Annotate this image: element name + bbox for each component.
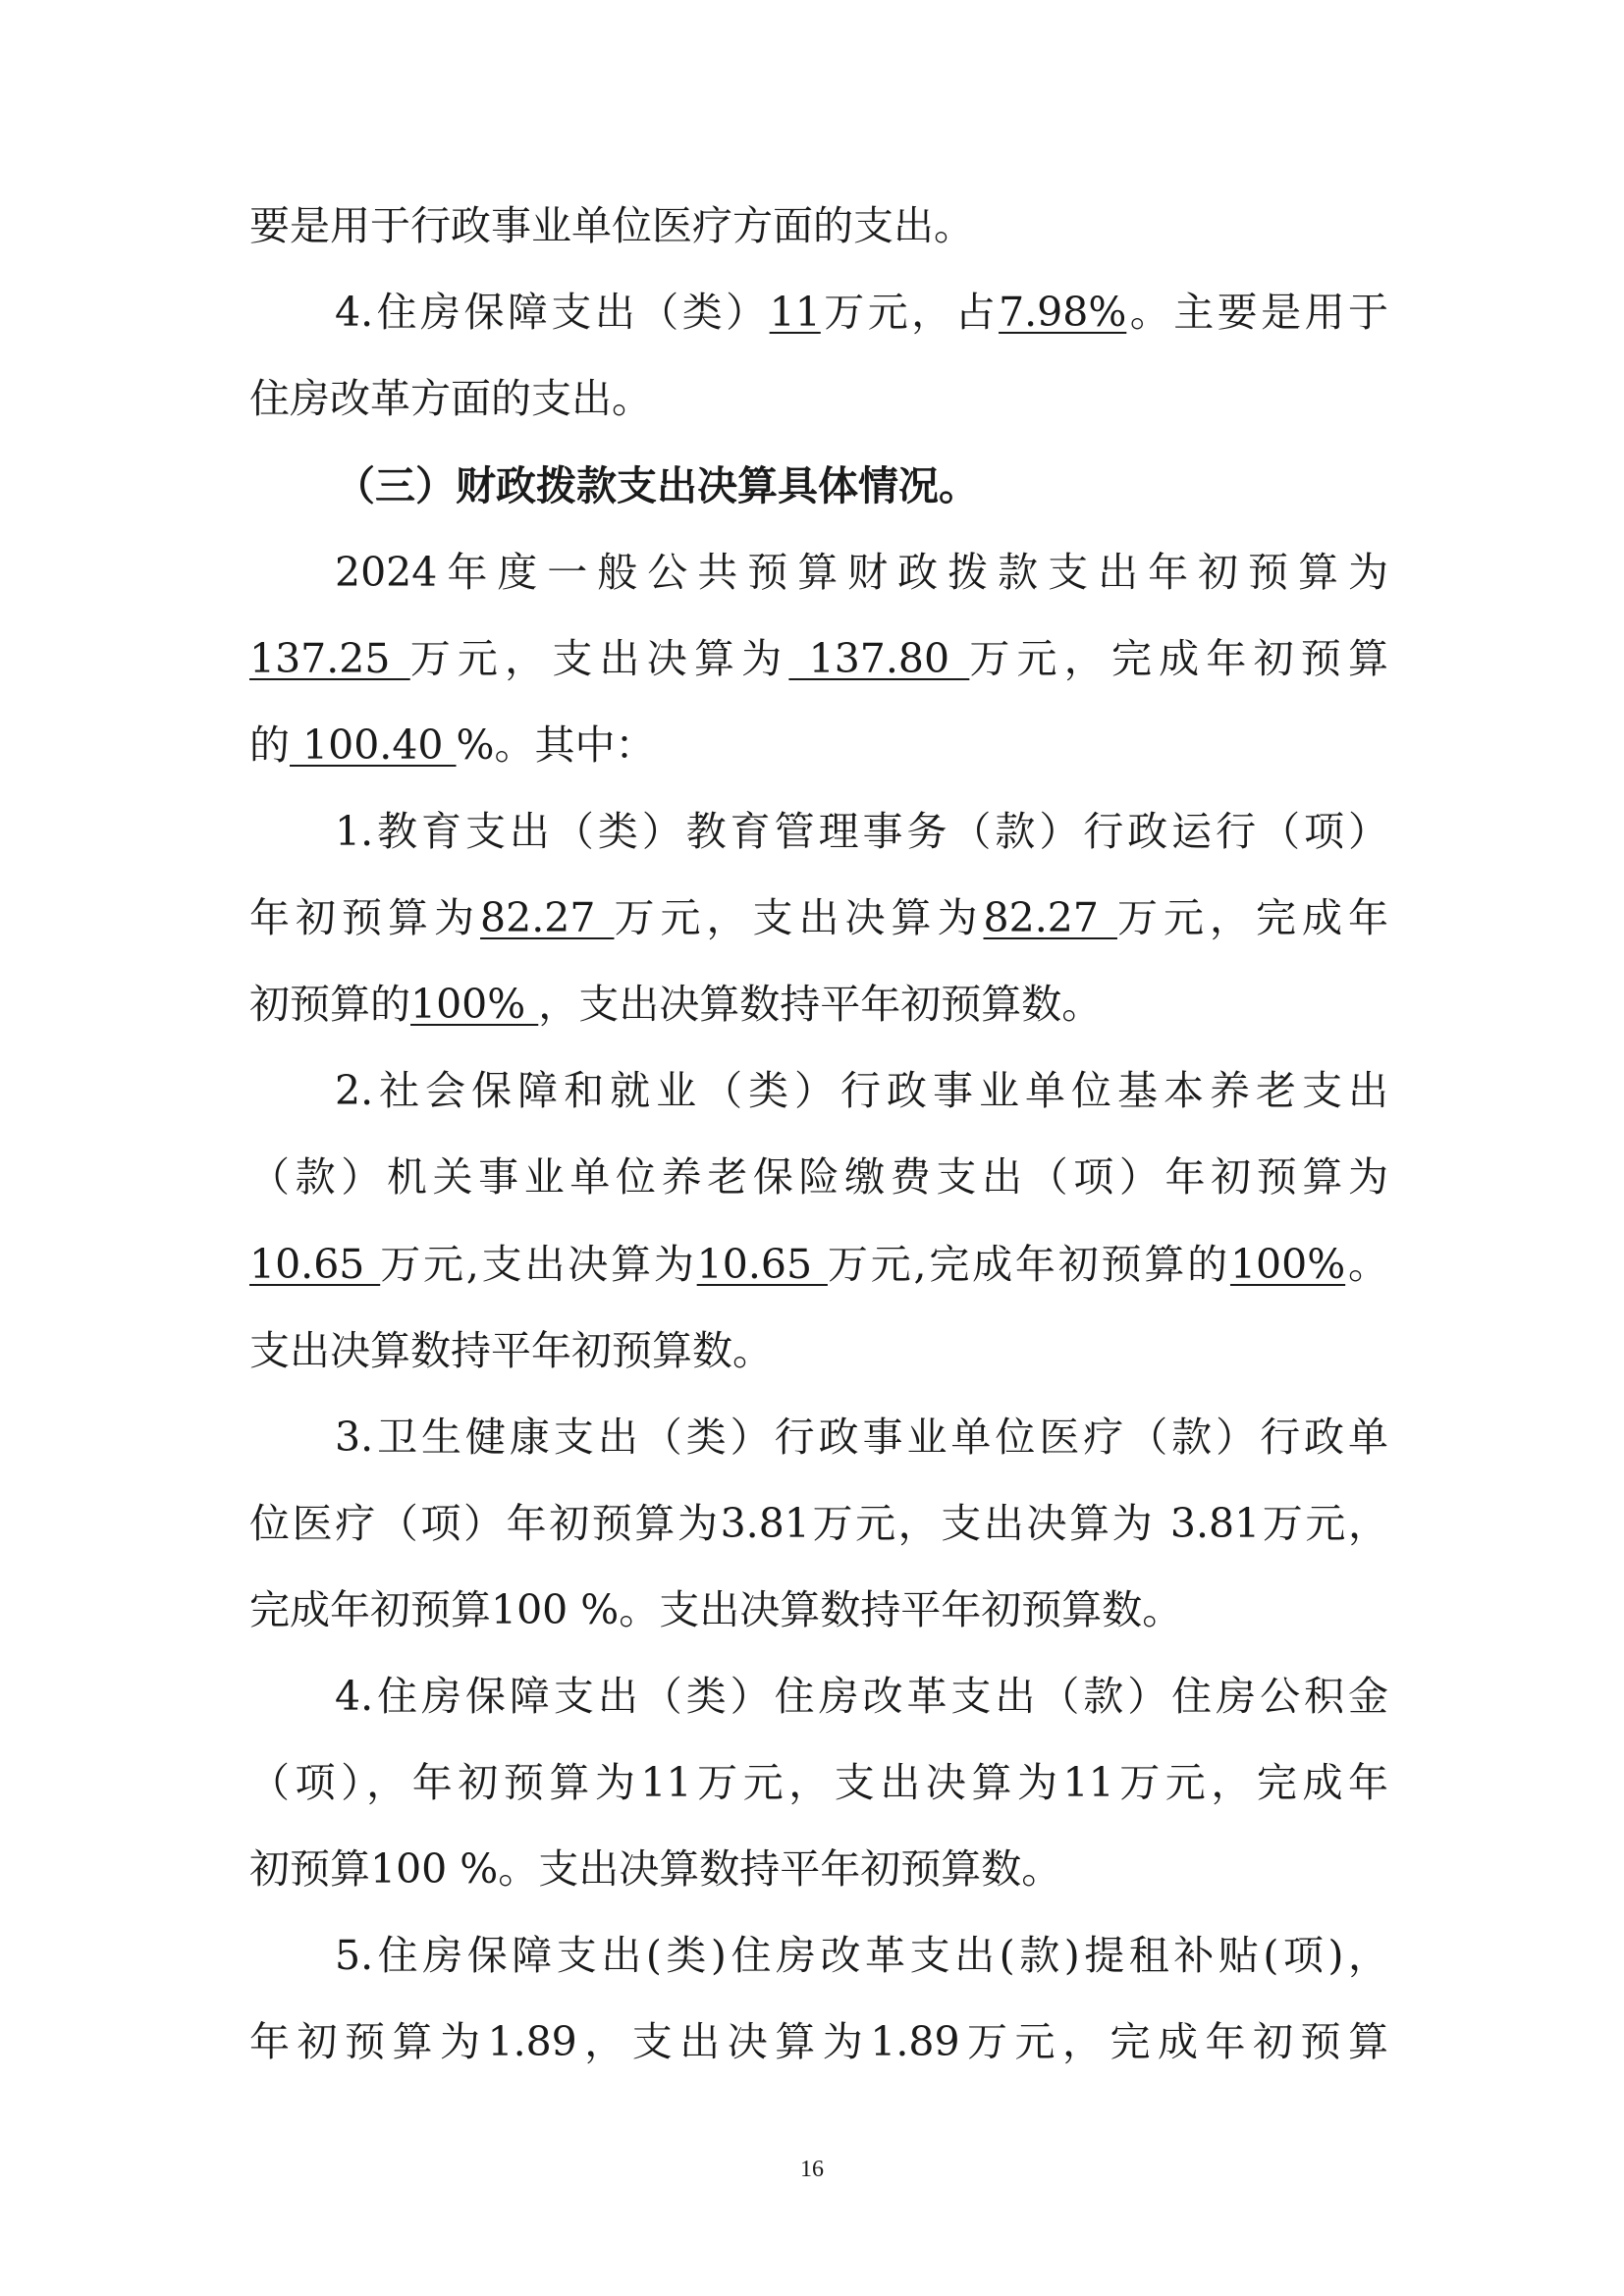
text-line-5 [335,547,1388,598]
text-run: 万元，支出决算为 [409,635,789,682]
text-line-14 [249,1325,1388,1376]
text-run: 2024年度一般公共预算财政拨款支出年初预算为 [335,549,1388,596]
text-line-19 [249,1757,1388,1808]
text-run: 完成年初预算100 %。支出决算数持平年初预算数。 [249,1586,1183,1633]
text-run: 年初预算为 [249,894,481,941]
text-run: 初预算100 %。支出决算数持平年初预算数。 [249,1845,1062,1893]
text-run: %。其中： [456,721,656,769]
text-line-13 [249,1239,1388,1290]
text-run: 要是用于行政事业单位医疗方面的支出。 [249,202,974,249]
text-run: 的 [249,721,290,769]
text-run: 4.住房保障支出（类） [335,289,770,336]
underlined-value: 100.40 [290,721,457,769]
text-line-8 [335,806,1388,857]
text-run: ，支出决算数持平年初预算数。 [538,981,1103,1028]
page-number: 16 [800,2157,824,2182]
section-heading [335,460,1388,511]
text-line-6 [249,633,1388,684]
text-run: 。 [1345,1241,1388,1288]
text-run: 万元，支出决算为 [614,894,984,941]
text-run: （款）机关事业单位养老保险缴费支出（项）年初预算为 [249,1153,1388,1201]
underlined-value: 10.65 [249,1241,381,1288]
text-line-2 [335,287,1388,338]
underlined-value: 100% [1229,1241,1346,1288]
text-run: 万元，占 [820,289,1000,336]
underlined-value: 10.65 [696,1241,828,1288]
text-run: 万元，完成年初预算 [969,635,1388,682]
underlined-value: 137.80 [788,635,970,682]
underlined-value: 82.27 [983,894,1117,941]
underlined-value: 11 [769,289,821,336]
text-run: 万元,支出决算为 [380,1241,697,1288]
text-run: （项），年初预算为11万元，支出决算为11万元，完成年 [249,1759,1388,1806]
text-line-15 [335,1412,1388,1463]
text-line-18 [335,1671,1388,1722]
text-line-16 [249,1498,1388,1549]
text-line-9 [249,892,1388,943]
text-run: 4.住房保障支出（类）住房改革支出（款）住房公积金 [335,1673,1388,1720]
text-run: 初预算的 [249,981,410,1028]
text-line-10 [249,979,1388,1030]
text-run: 2.社会保障和就业（类）行政事业单位基本养老支出 [335,1067,1388,1114]
text-line-20 [249,1843,1388,1895]
text-line-11 [335,1065,1388,1116]
text-run: 年初预算为1.89，支出决算为1.89万元，完成年初预算 [249,2018,1388,2065]
underlined-value: 100% [410,981,539,1028]
text-line-1 [249,200,1388,251]
text-run: 位医疗（项）年初预算为3.81万元，支出决算为 3.81万元， [249,1500,1388,1547]
underlined-value: 7.98% [999,289,1127,336]
text-run: 3.卫生健康支出（类）行政事业单位医疗（款）行政单 [335,1414,1388,1461]
underlined-value: 137.25 [249,635,410,682]
text-run: 万元，完成年 [1116,894,1388,941]
text-run: 。主要是用于 [1126,289,1389,336]
text-run: 5.住房保障支出(类)住房改革支出(款)提租补贴(项)， [335,1932,1388,1979]
underlined-value: 82.27 [480,894,615,941]
text-run: 万元,完成年初预算的 [827,1241,1230,1288]
text-line-17 [249,1584,1388,1635]
text-line-7 [249,720,1388,771]
text-run: 支出决算数持平年初预算数。 [249,1327,773,1374]
text-line-3 [249,373,1388,424]
text-run: 住房改革方面的支出。 [249,375,652,422]
text-line-21 [335,1930,1388,1981]
text-line-22 [249,2016,1388,2067]
text-run: 1.教育支出（类）教育管理事务（款）行政运行（项） [335,808,1388,855]
text-run: （三）财政拨款支出决算具体情况。 [335,462,979,509]
text-line-12 [249,1151,1388,1202]
